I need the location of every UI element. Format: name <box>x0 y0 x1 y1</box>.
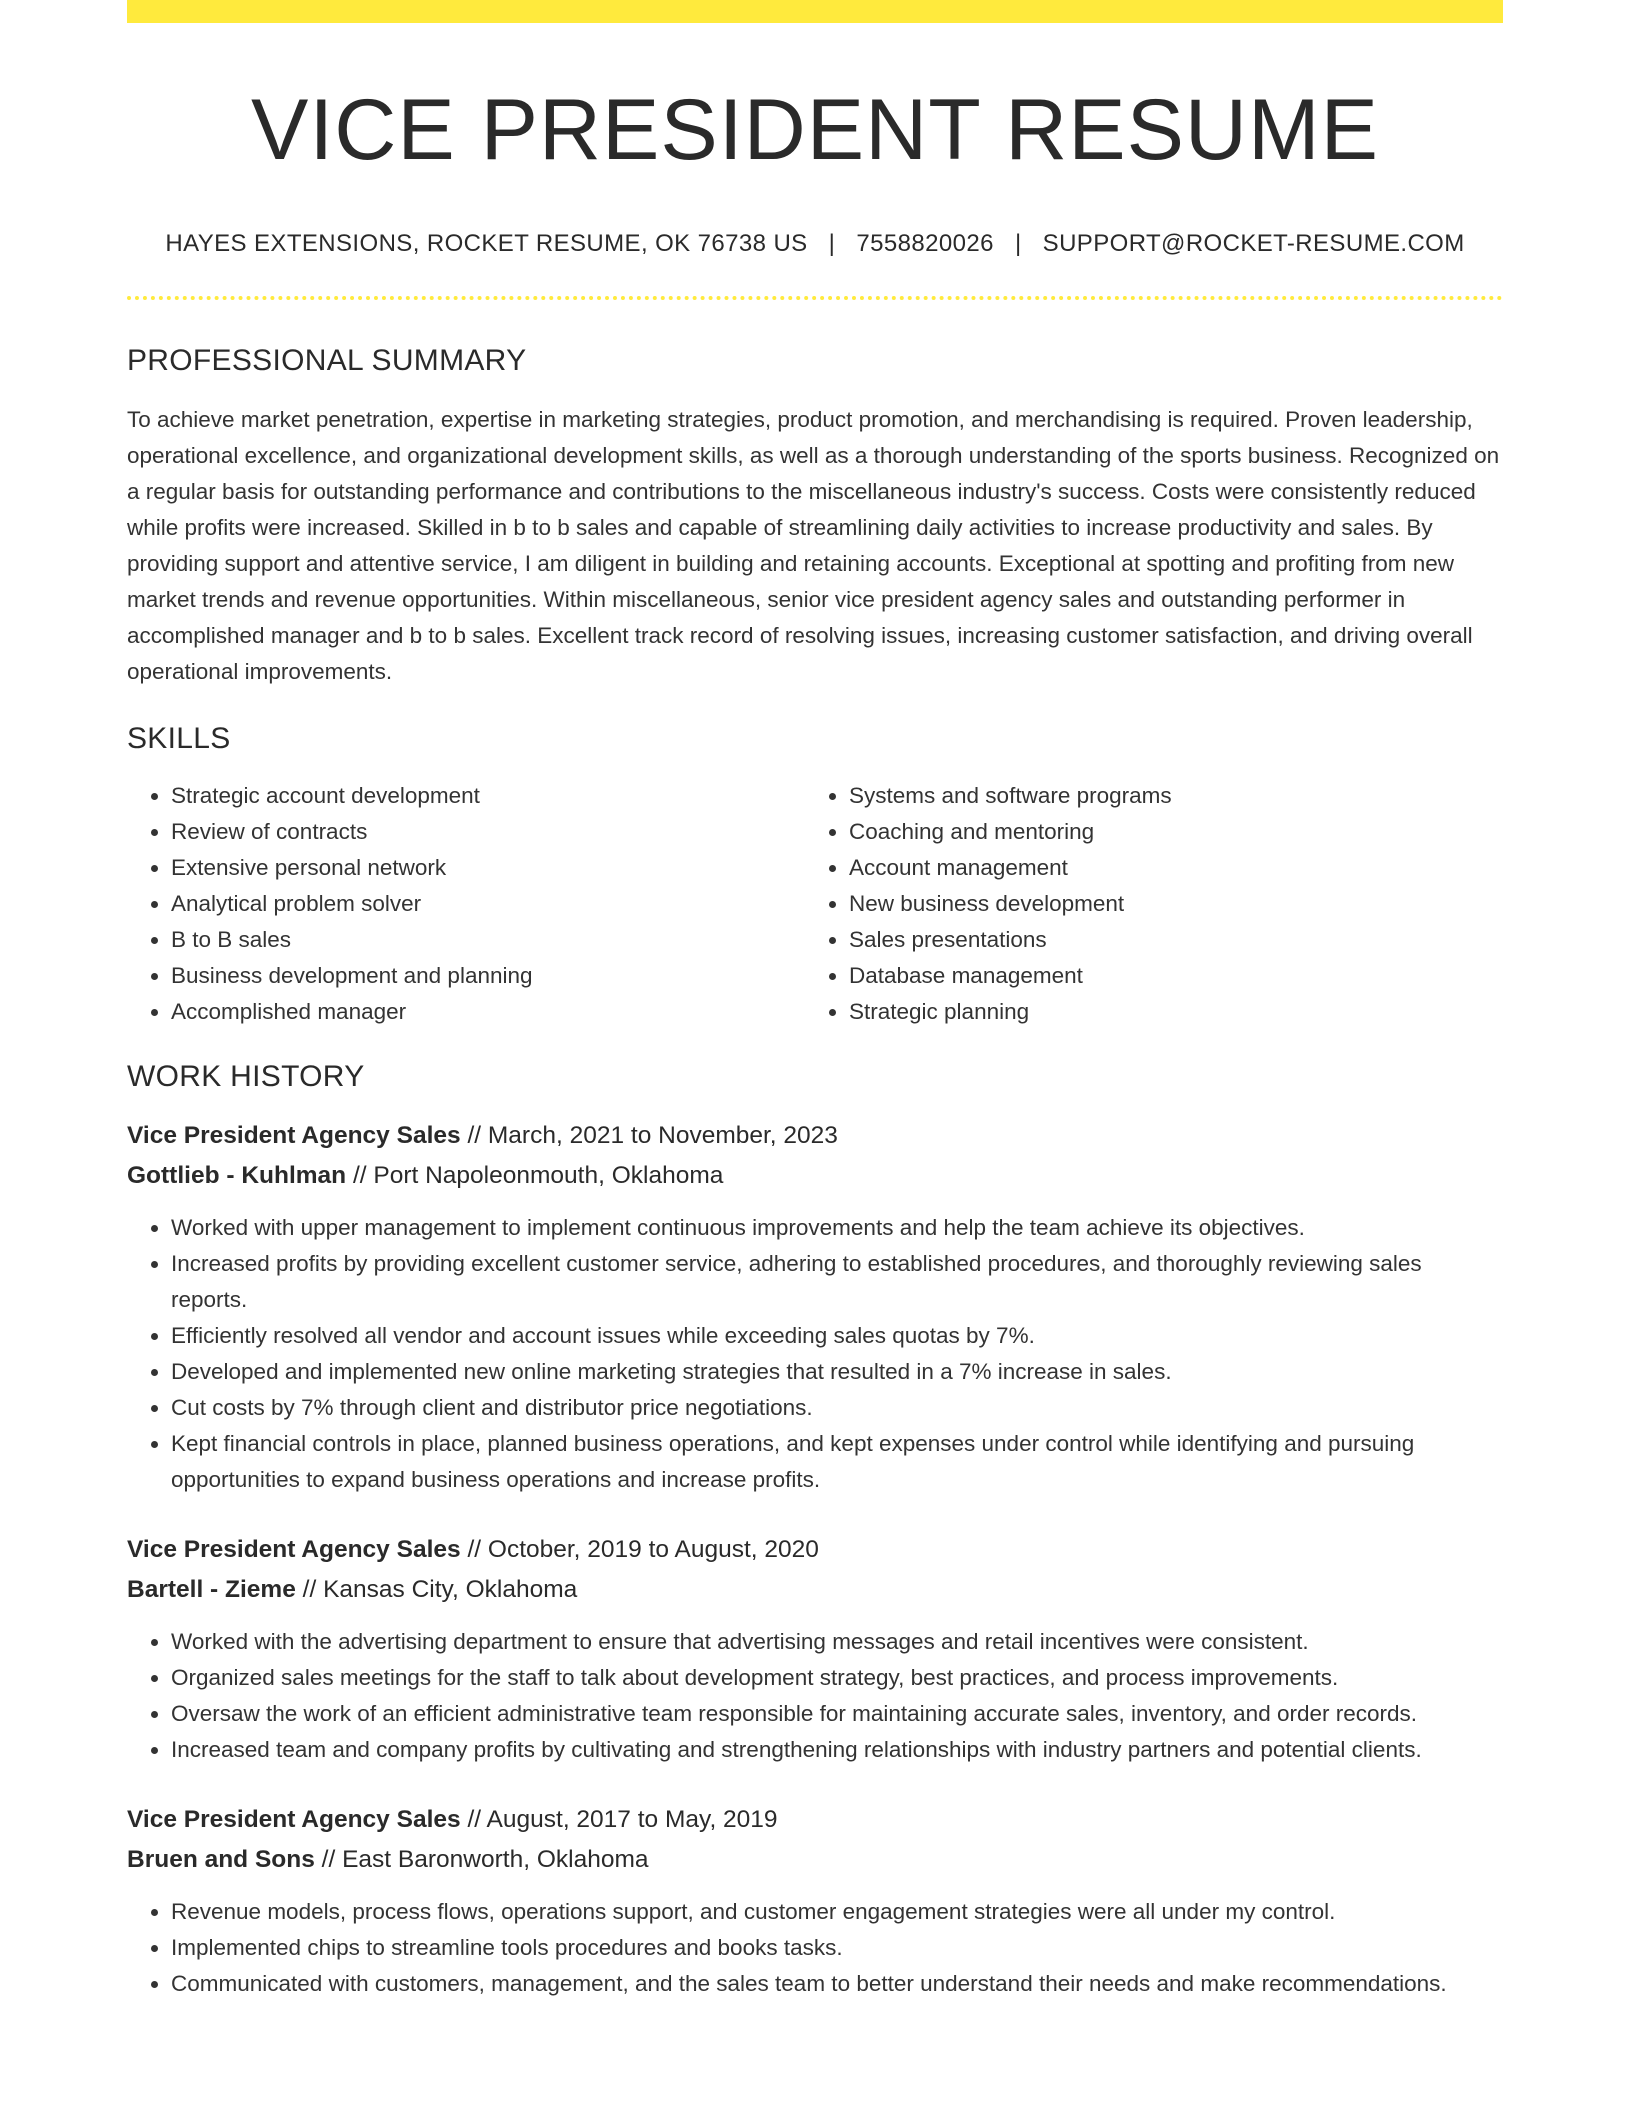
job-bullets <box>127 1210 1503 1498</box>
job-bullet: • Cut costs by 7% through client and distributor price negotiations. <box>171 1390 1503 1426</box>
skill-item: • Strategic account development <box>171 778 805 814</box>
job-dates: // October, 2019 to August, 2020 <box>467 1535 819 1563</box>
contact-line <box>127 230 1503 258</box>
skills-columns <box>127 778 1503 1030</box>
contact-phone: 7558820026 <box>856 229 994 257</box>
resume-page <box>127 0 1503 2002</box>
job-bullet: • Revenue models, process flows, operations support, and customer engagement strategies were all under my control. <box>171 1894 1503 1930</box>
job-entry <box>127 1116 1503 1498</box>
job-dates: // March, 2021 to November, 2023 <box>467 1121 838 1149</box>
contact-separator: | <box>1014 229 1022 257</box>
job-bullet: • Worked with upper management to implement continuous improvements and help the team achieve its objectives. <box>171 1210 1503 1246</box>
summary-text: To achieve market penetration, expertise in marketing strategies, product promotion, and merchandising is required. Proven leadership, operational excellence, and organizational development skills, as well as a thorough understanding of the sports business. Recognized on a regular basis for outstanding performance and contributions to the miscellaneous industry's success. Costs were consistently reduced while profits were increased. Skilled in b to b sales and capable of streamlining daily activities to increase productivity and sales. By providing support and attentive service, I am diligent in building and retaining accounts. Exceptional at spotting and profiting from new market trends and revenue opportunities. Within miscellaneous, senior vice president agency sales and outstanding performer in accomplished manager and b to b sales. Excellent track record of resolving issues, increasing customer satisfaction, and driving overall operational improvements. <box>127 406 1500 684</box>
job-bullet: • Increased profits by providing excellent customer service, adhering to established procedures, and thoroughly reviewing sales reports. <box>171 1246 1503 1318</box>
job-bullet: • Developed and implemented new online marketing strategies that resulted in a 7% increase in sales. <box>171 1354 1503 1390</box>
skill-item: • New business development <box>849 886 1483 922</box>
resume-title: VICE PRESIDENT RESUME <box>250 82 1380 178</box>
job-entry <box>127 1800 1503 2002</box>
job-location: // Port Napoleonmouth, Oklahoma <box>352 1161 724 1189</box>
job-dates: // August, 2017 to May, 2019 <box>467 1805 778 1833</box>
job-bullet: • Oversaw the work of an efficient administrative team responsible for maintaining accurate sales, inventory, and order records. <box>171 1696 1503 1732</box>
skill-item: • Accomplished manager <box>171 994 805 1030</box>
top-accent-bar <box>127 0 1503 23</box>
job-bullets <box>127 1624 1503 1768</box>
job-company-line <box>127 1840 1503 1880</box>
skill-item: • Strategic planning <box>849 994 1483 1030</box>
job-company: Bartell - Zieme <box>127 1575 296 1603</box>
job-role: Vice President Agency Sales <box>127 1805 461 1833</box>
job-company: Bruen and Sons <box>127 1845 315 1873</box>
job-bullet: • Communicated with customers, management, and the sales team to better understand their needs and make recommendations. <box>171 1966 1503 2002</box>
job-location: // East Baronworth, Oklahoma <box>321 1845 649 1873</box>
job-bullet: • Organized sales meetings for the staff to talk about development strategy, best practices, and process improvements. <box>171 1660 1503 1696</box>
skills-right-list <box>805 778 1483 1030</box>
job-bullet: • Kept financial controls in place, planned business operations, and kept expenses under control while identifying and pursuing opportunities to expand business operations and increase profits. <box>171 1426 1503 1498</box>
contact-email: SUPPORT@ROCKET-RESUME.COM <box>1042 229 1465 257</box>
skill-item: • Review of contracts <box>171 814 805 850</box>
job-bullets <box>127 1894 1503 2002</box>
skill-item: • Extensive personal network <box>171 850 805 886</box>
job-bullet: • Implemented chips to streamline tools procedures and books tasks. <box>171 1930 1503 1966</box>
job-role-line <box>127 1530 1503 1570</box>
job-company: Gottlieb - Kuhlman <box>127 1161 347 1189</box>
skill-item: • Business development and planning <box>171 958 805 994</box>
job-location: // Kansas City, Oklahoma <box>302 1575 578 1603</box>
skill-item: • Coaching and mentoring <box>849 814 1483 850</box>
skills-left-list <box>127 778 805 1030</box>
dotted-divider <box>127 296 1503 300</box>
job-company-line <box>127 1570 1503 1610</box>
contact-separator: | <box>828 229 836 257</box>
job-role: Vice President Agency Sales <box>127 1121 461 1149</box>
skill-item: • Systems and software programs <box>849 778 1483 814</box>
skill-item: • B to B sales <box>171 922 805 958</box>
job-company-line <box>127 1156 1503 1196</box>
job-role-line <box>127 1800 1503 1840</box>
summary-heading: PROFESSIONAL SUMMARY <box>127 343 527 377</box>
skill-item: • Analytical problem solver <box>171 886 805 922</box>
job-bullet: • Efficiently resolved all vendor and account issues while exceeding sales quotas by 7%. <box>171 1318 1503 1354</box>
job-role: Vice President Agency Sales <box>127 1535 461 1563</box>
job-role-line <box>127 1116 1503 1156</box>
skill-item: • Sales presentations <box>849 922 1483 958</box>
skill-item: • Account management <box>849 850 1483 886</box>
job-bullet: • Worked with the advertising department to ensure that advertising messages and retail incentives were consistent. <box>171 1624 1503 1660</box>
contact-address: HAYES EXTENSIONS, ROCKET RESUME, OK 76738 US <box>165 229 808 257</box>
skill-item: • Database management <box>849 958 1483 994</box>
job-bullet: • Increased team and company profits by cultivating and strengthening relationships with industry partners and potential clients. <box>171 1732 1503 1768</box>
skills-heading: SKILLS <box>127 721 231 755</box>
job-entry <box>127 1530 1503 1768</box>
work-history-heading: WORK HISTORY <box>127 1059 365 1093</box>
